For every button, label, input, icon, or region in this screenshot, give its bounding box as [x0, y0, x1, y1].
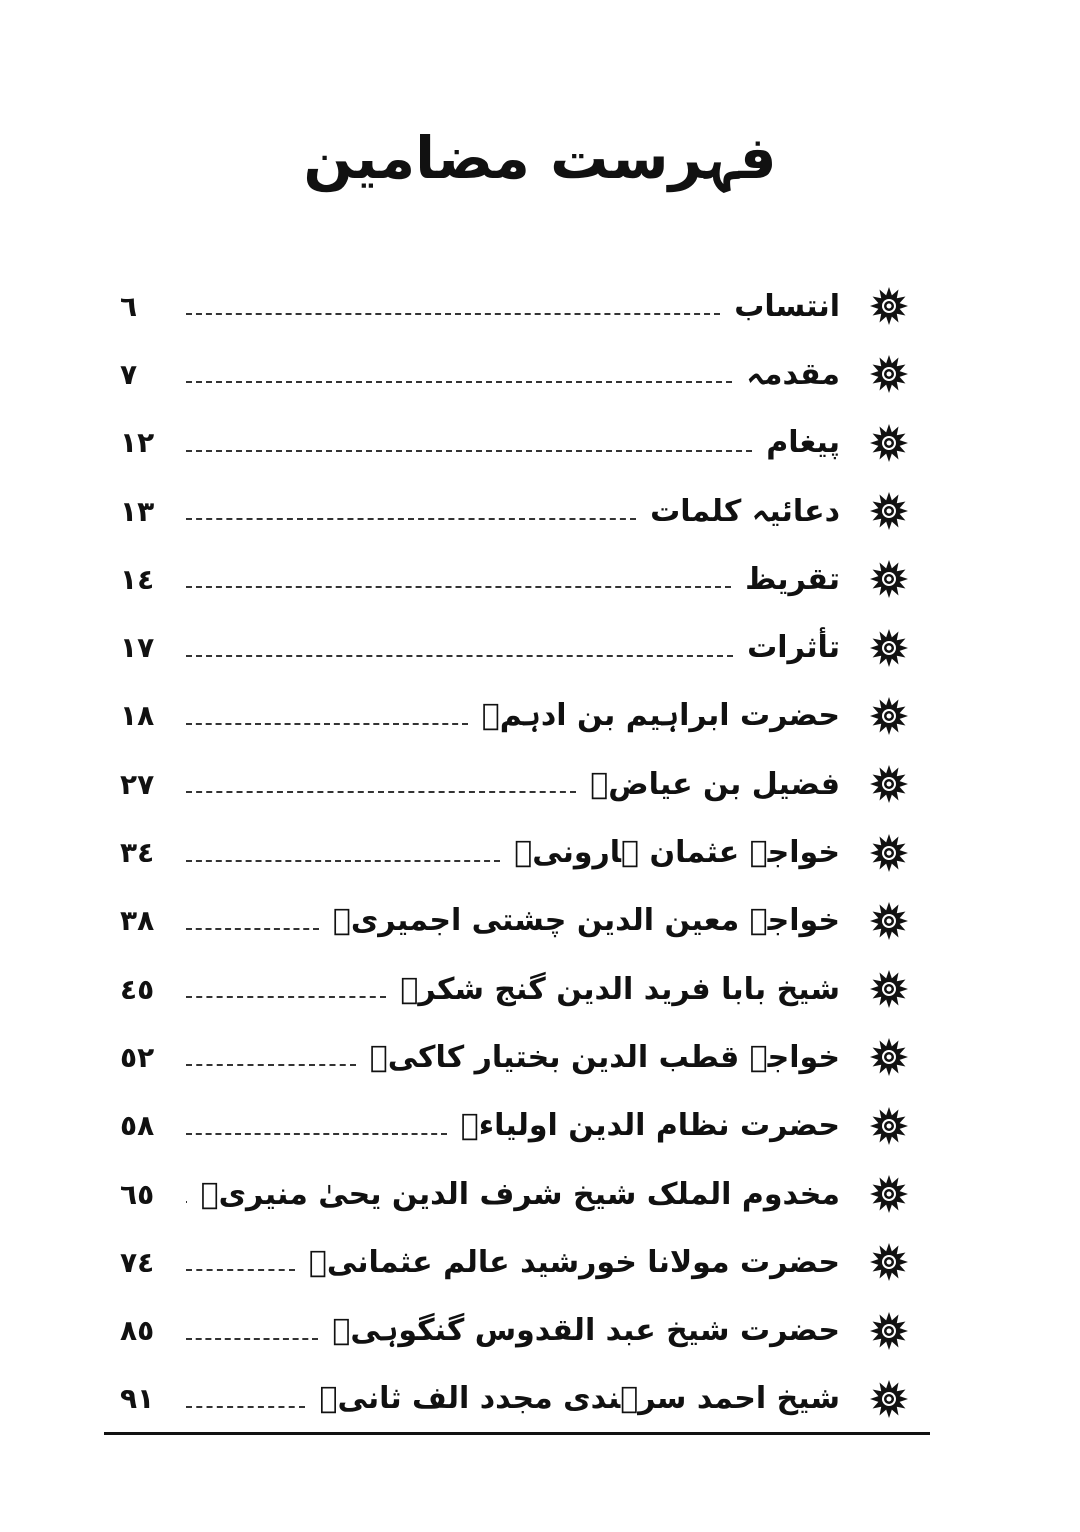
toc-page-number: ١٤	[120, 562, 155, 596]
toc-entry-title: مخدوم الملک شیخ شرف الدین یحیٰ منیریؒ	[200, 1176, 840, 1212]
toc-row[interactable]	[120, 477, 910, 545]
toc-entry-title: تأثرات	[747, 630, 840, 666]
star-bullet-icon	[868, 763, 910, 805]
star-bullet-icon	[868, 1310, 910, 1352]
toc-page-number: ٦٥	[120, 1177, 155, 1211]
toc-row[interactable]	[120, 340, 910, 408]
toc-page-number: ٣٤	[120, 836, 155, 870]
star-bullet-icon	[868, 627, 910, 669]
toc-row[interactable]	[120, 1023, 910, 1091]
toc-entry-title: دعائیہ کلمات	[650, 493, 840, 529]
toc-page-number: ١٨	[120, 699, 155, 733]
dotted-leader	[186, 928, 319, 930]
dotted-leader	[186, 381, 732, 383]
toc-entry-title: حضرت نظام الدین اولیاءؒ	[460, 1108, 840, 1144]
toc-page-number: ٥٨	[120, 1109, 155, 1143]
toc-entry-title: شیخ احمد سرہندی مجدد الف ثانیؒ	[319, 1381, 840, 1417]
toc-page-number: ٤٥	[120, 972, 155, 1006]
dotted-leader	[186, 860, 500, 862]
dotted-leader	[186, 1133, 447, 1135]
dotted-leader	[186, 791, 576, 793]
dotted-leader	[186, 1201, 187, 1203]
toc-row[interactable]	[120, 1228, 910, 1296]
toc-page-number: ٧	[120, 357, 138, 391]
toc-row[interactable]	[120, 887, 910, 955]
toc-entry-title: مقدمہ	[746, 356, 840, 392]
table-of-contents	[120, 272, 910, 1433]
toc-row[interactable]	[120, 409, 910, 477]
toc-entry-title: حضرت مولانا خورشید عالم عثمانیؒ	[308, 1244, 840, 1280]
star-bullet-icon	[868, 490, 910, 532]
toc-page-number: ٢٧	[120, 767, 155, 801]
star-bullet-icon	[868, 1036, 910, 1078]
star-bullet-icon	[868, 832, 910, 874]
star-bullet-icon	[868, 285, 910, 327]
toc-page-number: ٧٤	[120, 1245, 155, 1279]
toc-row[interactable]	[120, 1365, 910, 1433]
toc-entry-title: شیخ بابا فرید الدین گنج شکرؒ	[400, 971, 840, 1007]
dotted-leader	[186, 655, 733, 657]
toc-entry-title: خواجہ عثمان ہارونیؒ	[514, 835, 840, 871]
dotted-leader	[186, 723, 468, 725]
bottom-rule	[104, 1432, 930, 1435]
toc-row[interactable]	[120, 613, 910, 681]
toc-entry-title: تقریظ	[745, 561, 840, 597]
dotted-leader	[186, 996, 386, 998]
dotted-leader	[186, 1269, 295, 1271]
star-bullet-icon	[868, 695, 910, 737]
dotted-leader	[186, 1064, 356, 1066]
dotted-leader	[186, 518, 636, 520]
star-bullet-icon	[868, 900, 910, 942]
star-bullet-icon	[868, 1378, 910, 1420]
dotted-leader	[186, 450, 752, 452]
toc-row[interactable]	[120, 545, 910, 613]
toc-row[interactable]	[120, 1092, 910, 1160]
toc-row[interactable]	[120, 1296, 910, 1364]
toc-page-number: ١٣	[120, 494, 155, 528]
star-bullet-icon	[868, 1241, 910, 1283]
dotted-leader	[186, 586, 731, 588]
toc-row[interactable]	[120, 272, 910, 340]
toc-page-number: ١٢	[120, 426, 155, 460]
toc-entry-title: خواجہ معین الدین چشتی اجمیریؒ	[332, 903, 840, 939]
toc-page-number: ٣٨	[120, 904, 155, 938]
toc-entry-title: حضرت ابراہیم بن ادہمؒ	[481, 698, 840, 734]
toc-page-number: ٨٥	[120, 1314, 155, 1348]
dotted-leader	[186, 1338, 318, 1340]
toc-page-number: ٦	[120, 289, 138, 323]
toc-entry-title: فضیل بن عیاضؒ	[590, 766, 840, 802]
toc-row[interactable]	[120, 1160, 910, 1228]
toc-entry-title: انتساب	[734, 288, 840, 324]
toc-page-number: ٥٢	[120, 1040, 155, 1074]
toc-entry-title: خواجہ قطب الدین بختیار کاکیؒ	[369, 1039, 840, 1075]
star-bullet-icon	[868, 1105, 910, 1147]
star-bullet-icon	[868, 558, 910, 600]
toc-page-number: ١٧	[120, 631, 155, 665]
star-bullet-icon	[868, 353, 910, 395]
toc-row[interactable]	[120, 682, 910, 750]
toc-row[interactable]	[120, 818, 910, 886]
dotted-leader	[186, 313, 720, 315]
toc-entry-title: پیغام	[766, 425, 840, 461]
star-bullet-icon	[868, 968, 910, 1010]
toc-entry-title: حضرت شیخ عبد القدوس گنگوہیؒ	[332, 1313, 840, 1349]
star-bullet-icon	[868, 422, 910, 464]
dotted-leader	[186, 1406, 305, 1408]
toc-page-number: ٩١	[120, 1382, 155, 1416]
star-bullet-icon	[868, 1173, 910, 1215]
page-title: فہرست مضامین	[303, 124, 777, 192]
toc-row[interactable]	[120, 750, 910, 818]
toc-row[interactable]	[120, 955, 910, 1023]
